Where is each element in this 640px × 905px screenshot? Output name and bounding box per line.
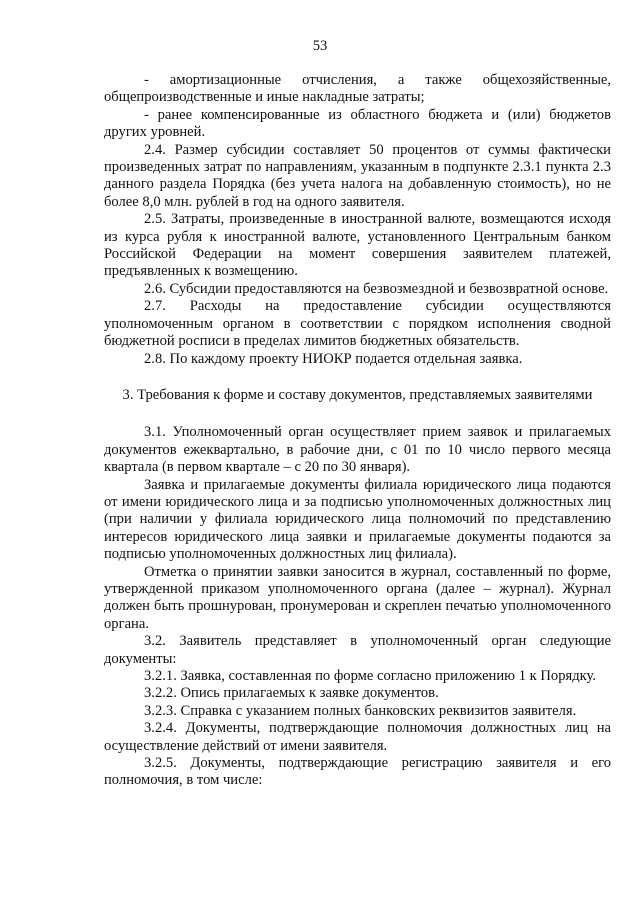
paragraph-2-6: 2.6. Субсидии предоставляются на безвозмездной и безвозвратной основе. — [144, 280, 609, 297]
paragraph-3-2: 3.2. Заявитель представляет в уполномоченный орган следующие документы: — [104, 633, 611, 667]
paragraph-3-1: 3.1. Уполномоченный орган осуществляет прием заявок и прилагаемых документов ежеквартально, в рабочие дни, с 01 по 10 число первого месяца квартала (в первом квартале – с 20 по 30 января). — [104, 424, 611, 476]
document-body — [104, 72, 611, 790]
paragraph-3-2-2: 3.2.2. Опись прилагаемых к заявке документов. — [144, 685, 439, 702]
page-number: 53 — [312, 38, 328, 54]
paragraph-3-2-5: 3.2.5. Документы, подтверждающие регистрацию заявителя и его полномочия, в том числе: — [104, 755, 611, 789]
paragraph-2-5: 2.5. Затраты, произведенные в иностранной валюте, возмещаются исходя из курса рубля к иностранной валюте, установленного Центральным банком Российской Федерации на момент совершения заявителем платежей, предъявленных к возмещению. — [104, 211, 611, 280]
paragraph-2-7: 2.7. Расходы на предоставление субсидии осуществляются уполномоченным органом в соответствии с порядком исполнения сводной бюджетной росписи в пределах лимитов бюджетных обязательств. — [104, 298, 611, 350]
paragraph-journal-note: Отметка о принятии заявки заносится в журнал, составленный по форме, утвержденной приказом уполномоченного органа (далее – журнал). Журнал должен быть прошнурован, пронумерован и скреплен печатью уполномоченного органа. — [104, 563, 611, 632]
section-heading: 3. Требования к форме и составу документов, представляемых заявителями — [122, 386, 593, 403]
paragraph-branch-application: Заявка и прилагаемые документы филиала юридического лица подаются от имени юридического лица и за подписью уполномоченных должностных лиц (при наличии у филиала юридического лица полномочий по представлению интересов юридического лица заявки и прилагаемые документы подаются за подписью уполномоченных должностных лиц филиала). — [104, 476, 611, 563]
paragraph-3-2-4: 3.2.4. Документы, подтверждающие полномочия должностных лиц на осуществление действий от имени заявителя. — [104, 720, 611, 754]
paragraph-compensated: - ранее компенсированные из областного бюджета и (или) бюджетов других уровней. — [104, 106, 611, 141]
paragraph-3-2-1: 3.2.1. Заявка, составленная по форме согласно приложению 1 к Порядку. — [144, 668, 597, 684]
paragraph-2-4: 2.4. Размер субсидии составляет 50 процентов от суммы фактически произведенных затрат по направлениям, указанным в подпункте 2.3.1 пункта 2.3 данного раздела Порядка (без учета налога на добавленную стоимость), но не более 8,0 млн. рублей в год на одного заявителя. — [104, 141, 611, 210]
paragraph-depreciation: - амортизационные отчисления, а также общехозяйственные, общепроизводственные и иные накладные затраты; — [104, 72, 611, 106]
paragraph-2-8: 2.8. По каждому проекту НИОКР подается отдельная заявка. — [144, 350, 523, 367]
paragraph-3-2-3: 3.2.3. Справка с указанием полных банковских реквизитов заявителя. — [144, 702, 577, 719]
